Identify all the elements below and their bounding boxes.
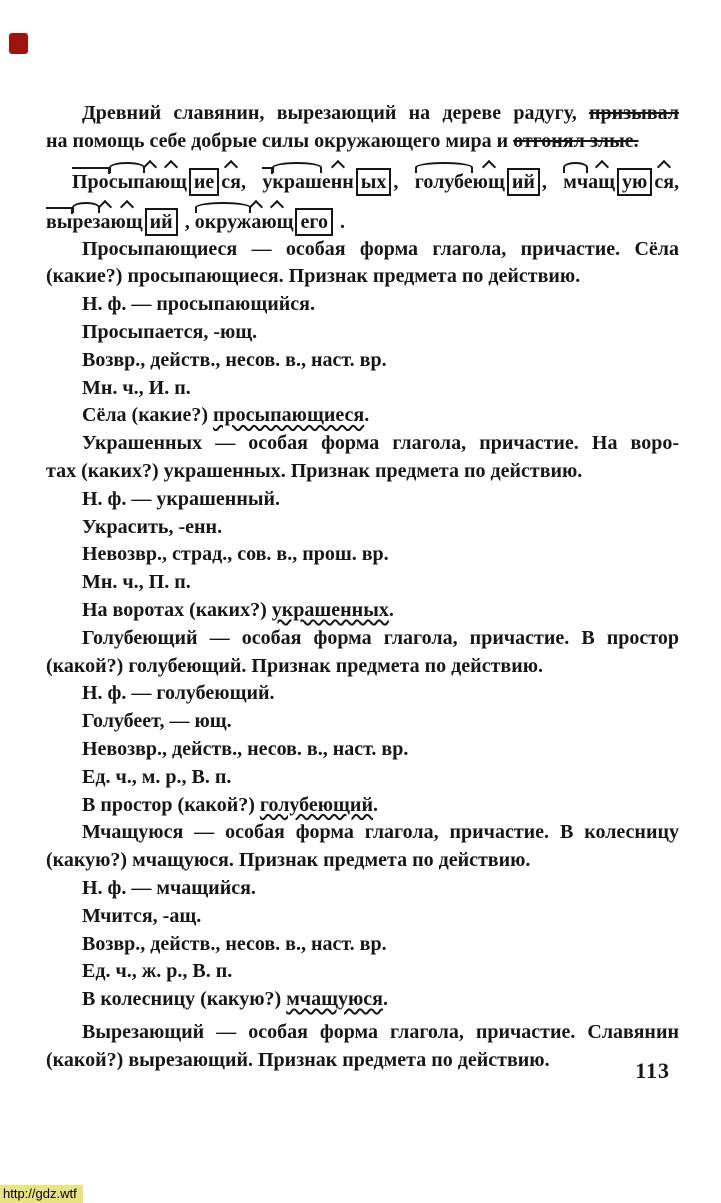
plain-text: В простор (какой?) <box>82 793 260 816</box>
plain-text: (какой?) голубеющий. Признак предмета по действию. <box>46 654 544 677</box>
morpheme-root: окруж <box>194 210 252 233</box>
separator-text: , <box>541 170 564 193</box>
plain-text: . <box>388 598 394 621</box>
text-line <box>46 847 679 875</box>
morpheme-word <box>195 208 335 236</box>
plain-text: В колесницу (какую?) <box>82 988 287 1011</box>
text-line <box>46 100 679 128</box>
text-line <box>46 569 679 597</box>
marked-text: призывал <box>588 102 679 124</box>
morpheme-suffix: енн <box>321 170 354 193</box>
morpheme-word <box>415 168 542 196</box>
plain-text: . <box>382 988 388 1011</box>
plain-text: Просыпается, -ющ. <box>82 320 258 343</box>
text-line <box>46 736 679 764</box>
plain-text: тах (каких?) украшенных. Признак предмета по действию. <box>46 459 583 482</box>
morpheme-suffix: ющ <box>472 170 505 193</box>
plain-text: Древний славянин, вырезающий на дереве радугу, <box>82 102 589 124</box>
text-line <box>46 708 679 736</box>
plain-text: . <box>364 404 370 427</box>
text-line <box>46 263 679 291</box>
morpheme-line <box>46 198 679 236</box>
plain-text: Ед. ч., ж. р., В. п. <box>82 960 233 983</box>
plain-text: Н. ф. — мчащийся. <box>82 876 256 899</box>
text-line <box>46 1047 679 1075</box>
morpheme-ending: ие <box>189 168 219 196</box>
morpheme-word <box>262 168 393 196</box>
marked-text: отгонял злые. <box>513 129 639 152</box>
text-line <box>46 597 679 625</box>
plain-text: Просыпающиеся — особая форма глагола, причастие. Сёла <box>82 237 679 260</box>
text-line <box>46 430 679 458</box>
morpheme-word <box>46 208 180 236</box>
plain-text: (какую?) мчащуюся. Признак предмета по действию. <box>46 849 531 872</box>
text-line <box>46 680 679 708</box>
plain-text: На воротах (каких?) <box>82 598 272 621</box>
plain-text: Мчится, -ащ. <box>82 904 202 927</box>
morpheme-prefix: вы <box>46 210 73 233</box>
morpheme-root: рез <box>72 210 101 233</box>
morpheme-suffix: ащ <box>588 170 616 193</box>
morpheme-ending: ий <box>507 168 540 196</box>
marked-text: голубеющий <box>259 793 373 816</box>
morpheme-line <box>46 158 679 196</box>
separator-text: . <box>334 210 345 233</box>
text-line <box>46 402 679 430</box>
text-line <box>46 931 679 959</box>
plain-text: Невозвр., страд., сов. в., прош. вр. <box>82 543 389 566</box>
page-number: 113 <box>635 1058 670 1083</box>
plain-text: на помощь себе добрые силы окружающего мира и <box>46 129 514 152</box>
morpheme-suffix: ся <box>221 170 241 193</box>
plain-text: Мн. ч., П. п. <box>82 571 191 594</box>
text-line <box>46 792 679 820</box>
text-line <box>46 875 679 903</box>
morpheme-root: сып <box>108 170 145 193</box>
morpheme-ending: его <box>295 208 332 236</box>
text-line <box>46 486 679 514</box>
separator-text: , <box>240 170 263 193</box>
morpheme-suffix: а <box>144 170 155 193</box>
morpheme-word <box>563 168 674 196</box>
plain-text: Возвр., действ., несов. в., наст. вр. <box>82 348 387 371</box>
text-line <box>46 347 679 375</box>
text-line <box>46 986 679 1014</box>
separator-text: , <box>179 210 195 233</box>
plain-text: Возвр., действ., несов. в., наст. вр. <box>82 932 387 955</box>
plain-text: (какой?) вырезающий. Признак предмета по действию. <box>46 1048 550 1071</box>
plain-text: Невозвр., действ., несов. в., наст. вр. <box>82 737 409 760</box>
plain-text: . <box>372 793 378 816</box>
plain-text: Н. ф. — украшенный. <box>82 487 280 510</box>
morpheme-suffix: а <box>251 210 262 233</box>
marked-text: просыпающиеся <box>213 404 365 427</box>
text-line <box>46 653 679 681</box>
morpheme-ending: ую <box>617 168 652 196</box>
text-line <box>46 319 679 347</box>
text-line <box>46 541 679 569</box>
morpheme-root: голубе <box>414 170 473 193</box>
morpheme-suffix: ющ <box>261 210 294 233</box>
plain-text: Н. ф. — просыпающийся. <box>82 293 315 316</box>
plain-text: (какие?) просыпающиеся. Признак предмета по действию. <box>46 265 581 288</box>
morpheme-suffix: ся <box>654 170 675 193</box>
text-line <box>46 819 679 847</box>
separator-text: , <box>393 170 415 193</box>
morpheme-suffix: а <box>100 210 111 233</box>
text-line <box>46 128 679 156</box>
morpheme-suffix: ющ <box>154 170 187 193</box>
plain-text: Вырезающий — особая форма глагола, причастие. Славянин <box>82 1020 679 1043</box>
plain-text: Голубеющий — особая форма глагола, причастие. В простор <box>82 626 679 649</box>
marked-text: мчащуюся <box>286 988 383 1011</box>
text-block <box>46 100 679 1075</box>
watermark-label: http://gdz.wtf <box>0 1185 83 1203</box>
plain-text: Украшенных — особая форма глагола, причастие. На воро- <box>82 432 679 455</box>
morpheme-suffix: ющ <box>110 210 143 233</box>
morpheme-root: краш <box>272 170 322 193</box>
morpheme-word <box>72 168 241 196</box>
text-line <box>46 375 679 403</box>
morpheme-root: мч <box>563 170 589 193</box>
text-line <box>46 291 679 319</box>
text-line <box>46 236 679 264</box>
text-line <box>46 903 679 931</box>
text-line <box>46 458 679 486</box>
text-line <box>46 764 679 792</box>
text-line <box>46 958 679 986</box>
plain-text: Мн. ч., И. п. <box>82 376 191 399</box>
morpheme-prefix: у <box>262 170 273 193</box>
plain-text: Мчащуюся — особая форма глагола, причастие. В колесницу <box>82 821 679 844</box>
plain-text: Ед. ч., м. р., В. п. <box>82 765 232 788</box>
morpheme-ending: ых <box>356 168 392 196</box>
marked-text: украшенных <box>271 598 389 621</box>
text-line <box>46 514 679 542</box>
text-line <box>46 625 679 653</box>
separator-text: , <box>674 170 680 193</box>
red-bookmark-icon <box>9 33 28 54</box>
plain-text: Голубеет, — ющ. <box>82 710 232 733</box>
morpheme-ending: ий <box>145 208 178 236</box>
morpheme-prefix: Про <box>72 170 109 193</box>
plain-text: Украсить, -енн. <box>82 515 223 538</box>
plain-text: Сёла (какие?) <box>82 404 214 427</box>
plain-text: Н. ф. — голубеющий. <box>82 682 275 705</box>
text-line <box>46 1019 679 1047</box>
